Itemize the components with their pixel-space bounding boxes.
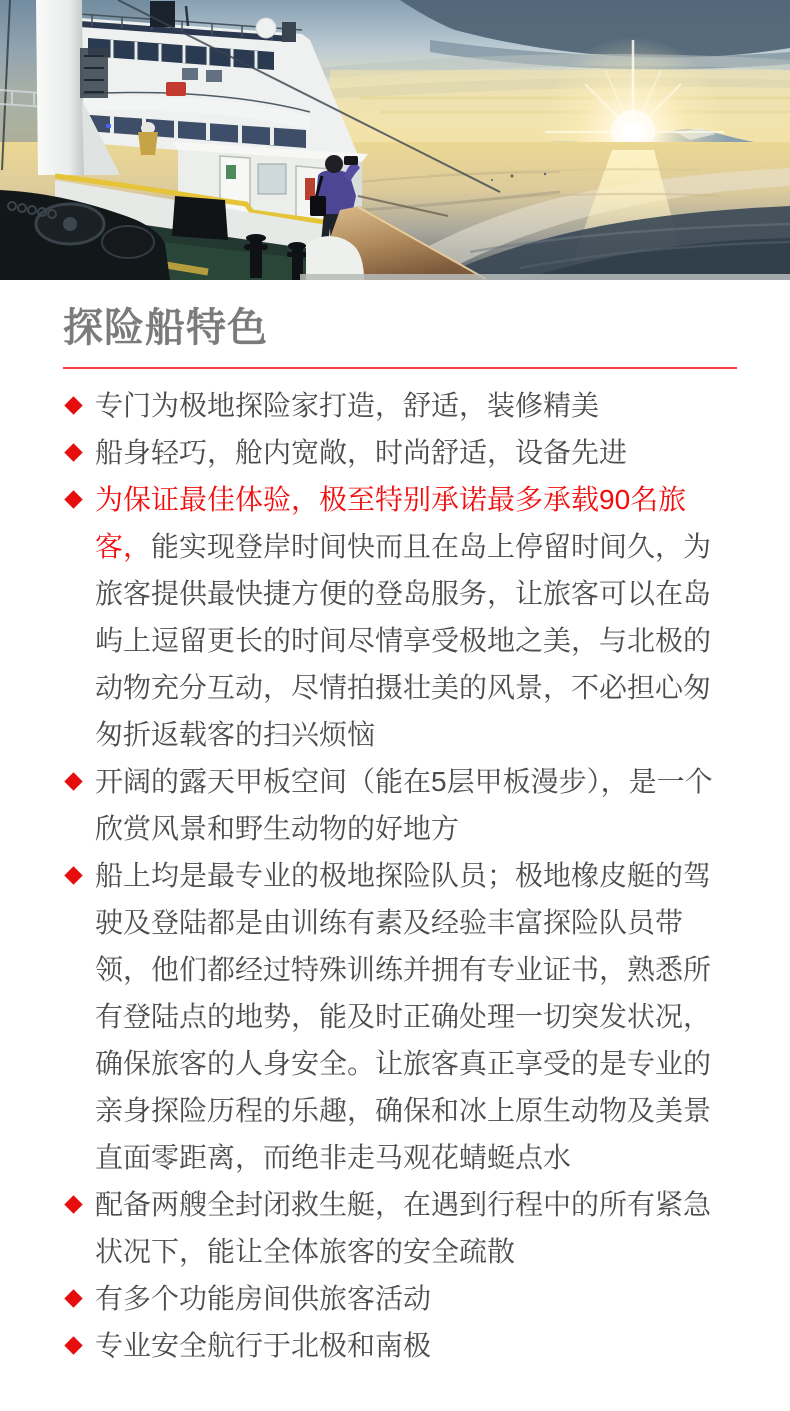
- bridge-equipment: [282, 22, 296, 42]
- winch-drum-2: [102, 226, 154, 258]
- feature-text: 配备两艘全封闭救生艇，在遇到行程中的所有紧急状况下，能让全体旅客的安全疏散: [95, 1189, 712, 1267]
- ship-bell: [138, 132, 158, 155]
- diamond-bullet-icon: [64, 396, 82, 414]
- feature-text: 专门为极地探险家打造，舒适，装修精美: [95, 390, 600, 421]
- mast-pole: [36, 0, 84, 175]
- shoulder-bag: [310, 196, 326, 216]
- hero-photo: [0, 0, 790, 280]
- feature-text: 船身轻巧，舱内宽敞，时尚舒适，设备先进: [95, 437, 628, 468]
- photo-bottom-strip: [300, 274, 790, 280]
- blue-led-light: [106, 124, 111, 128]
- diamond-bullet-icon: [64, 1289, 82, 1307]
- feature-list: [63, 382, 737, 1369]
- feature-text: 为保证最佳体验，极至特别承诺最多承载90名旅客，能实现登岸时间快而且在岛上停留时间久，为旅客提供最快捷方便的登岛服务，让旅客可以在岛屿上逗留更长的时间尽情享受极地之美，与北极的动物充分互动，尽情拍摄壮美的风景，不必担心匆匆折返载客的扫兴烦恼: [95, 484, 712, 750]
- feature-item: [63, 476, 737, 758]
- feature-text-highlight: 为保证最佳体验，极至特别承诺最多承载90名旅客，: [95, 484, 687, 562]
- feature-item: [63, 382, 737, 429]
- person-head: [325, 155, 343, 173]
- ship-sunset-illustration: [0, 0, 790, 280]
- feature-text: 船上均是最专业的极地探险队员；极地橡皮艇的驾驶及登陆都是由训练有素及经验丰富探险队员带领，他们都经过特殊训练并拥有专业证书，熟悉所有登陆点的地势，能及时正确处理一切突发状况，确保旅客的人身安全。让旅客真正享受的是专业的亲身探险历程的乐趣，确保和冰上原生动物及美景直面零距离，而绝非走马观花蜻蜓点水: [95, 860, 712, 1173]
- life-ring-box: [166, 82, 186, 96]
- feature-section: [0, 306, 790, 1411]
- diamond-bullet-icon: [64, 443, 82, 461]
- diamond-bullet-icon: [64, 866, 82, 884]
- section-divider: [63, 367, 737, 369]
- feature-item: [63, 1322, 737, 1369]
- radar-dome: [256, 18, 276, 38]
- diamond-bullet-icon: [64, 490, 82, 508]
- feature-text: 有多个功能房间供旅客活动: [95, 1283, 432, 1314]
- feature-item: [63, 758, 737, 852]
- deck-tank: [172, 196, 228, 240]
- winch-hub: [63, 217, 77, 231]
- feature-item: [63, 852, 737, 1181]
- diamond-bullet-icon: [64, 1336, 82, 1354]
- door-sign: [226, 165, 236, 179]
- deckhouse-window: [258, 164, 286, 194]
- feature-text: 开阔的露天甲板空间（能在5层甲板漫步），是一个欣赏风景和野生动物的好地方: [95, 766, 713, 844]
- camera: [344, 156, 358, 165]
- feature-item: [63, 429, 737, 476]
- page-title: 探险船特色: [63, 306, 268, 350]
- feature-item: [63, 1275, 737, 1322]
- feature-item: [63, 1181, 737, 1275]
- feature-text: 专业安全航行于北极和南极: [95, 1330, 432, 1361]
- diamond-bullet-icon: [64, 1195, 82, 1213]
- sun-core: [623, 122, 643, 142]
- diamond-bullet-icon: [64, 772, 82, 790]
